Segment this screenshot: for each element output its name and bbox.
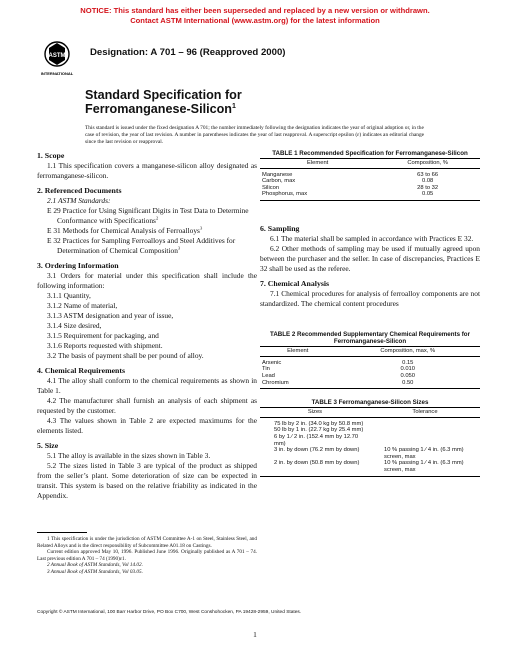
- table-header: Element: [260, 346, 336, 356]
- table-row: [260, 178, 480, 185]
- svg-text:ASTM: ASTM: [48, 53, 66, 59]
- ref-e31: E 31 Methods for Chemical Analysis of Ferroalloys: [47, 226, 200, 235]
- table-cell: 10 % passing 1 ⁄ 4 in. (6.3 mm) screen, max: [370, 460, 480, 476]
- notice-line-1: NOTICE: This standard has either been superseded and replaced by a new version or withdrawn.: [80, 6, 430, 15]
- footnote-3: 3 Annual Book of ASTM Standards, Vol 03.05.: [47, 568, 143, 575]
- title-footnote-ref: 1: [231, 102, 236, 110]
- table-cell: Carbon, max: [262, 178, 296, 185]
- table-cell: [370, 434, 480, 447]
- right-column: [260, 150, 480, 477]
- list-item: 3.1.3 ASTM designation and year of issue,: [47, 311, 174, 320]
- ref-e32-sup: 3: [177, 245, 181, 251]
- table-cell: 0.050: [400, 373, 416, 380]
- footnote-rule: [37, 532, 87, 533]
- para-4-1: 4.1 The alloy shall conform to the chemical requirements as shown in Table 1.: [37, 376, 257, 395]
- page-number: 1: [253, 630, 257, 639]
- table-3-caption: TABLE 3 Ferromanganese-Silicon Sizes: [311, 399, 429, 407]
- intro-note: This standard is issued under the fixed designation A 701; the number immediately following the designation indicates the year of original adoption or, in the case of revision, the year of last revision. A number in parentheses indicates the year of last reapproval. A superscript epsilon (ε) indicates an editorial change since the last revision or reapproval.: [85, 125, 425, 146]
- ref-e32: E 32 Practices for Sampling Ferroalloys and Steel Additives for Determination of Chemical Composition: [47, 236, 236, 255]
- table-cell: 28 to 32: [417, 184, 439, 191]
- table-2-caption: TABLE 2 Recommended Supplementary Chemical Requirements for Ferromanganese-Silicon: [270, 330, 470, 346]
- title-line-1: Standard Specification for: [85, 88, 242, 102]
- table-row: [260, 460, 480, 476]
- table-cell: [370, 427, 480, 434]
- section-7-heading: 7. Chemical Analysis: [260, 278, 330, 288]
- table-cell: 0.05: [375, 191, 480, 200]
- table-cell: 6 by 1 ⁄ 2 in. (152.4 mm by 12.70 mm): [274, 433, 359, 447]
- table-row: [260, 380, 480, 389]
- ref-e31-sup: 3: [199, 225, 203, 231]
- footnotes: [37, 532, 257, 576]
- para-5-1: 5.1 The alloy is available in the sizes shown in Table 3.: [47, 451, 211, 460]
- list-item: 3.1.1 Quantity,: [47, 291, 91, 300]
- table-row: [260, 434, 480, 447]
- section-5-heading: 5. Size: [37, 441, 59, 450]
- table-row: [260, 373, 480, 380]
- para-4-3: 4.3 The values shown in Table 2 are expected maximums for the elements listed.: [37, 416, 257, 435]
- copyright: Copyright © ASTM International, 100 Barr Harbor Drive, PO Box C700, West Conshohocken, PA 19428-2959, United States.: [37, 610, 302, 615]
- table-1: [260, 150, 480, 201]
- table-cell: 10 % passing 1 ⁄ 4 in. (6.3 mm) screen, max: [384, 447, 464, 460]
- supersession-notice: [0, 6, 510, 26]
- table-row: [260, 447, 480, 460]
- table-cell: 0.08: [422, 178, 434, 185]
- footnote-1b: Current edition approved May 10, 1996. Published June 1996. Originally published as A 701 – 74. Last previous edition A 701 – 74 (1990)ε1.: [37, 549, 257, 562]
- table-row: [260, 168, 480, 178]
- table-row: [260, 356, 480, 366]
- list-item: 3.1.4 Size desired,: [47, 321, 102, 330]
- table-row: [260, 185, 480, 192]
- section-3-heading: 3. Ordering Information: [37, 261, 119, 270]
- table-row: [260, 417, 480, 427]
- designation: Designation: A 701 – 96 (Reapproved 2000): [90, 47, 286, 58]
- para-3-2: 3.2 The basis of payment shall be per pound of alloy.: [47, 351, 204, 360]
- section-2-heading: 2. Referenced Documents: [37, 186, 122, 195]
- title-line-2: Ferromanganese-Silicon: [85, 102, 232, 116]
- table-3: [260, 399, 480, 476]
- para-2-1: 2.1 ASTM Standards:: [47, 196, 111, 205]
- left-column: [37, 150, 257, 501]
- table-cell: Tin: [262, 366, 270, 373]
- para-5-2: 5.2 The sizes listed in Table 3 are typical of the product as shipped from the seller’s plant. Some deterioration of size can be expected in transit. This system is based on the relative friability as indicated in the Appendix.: [37, 461, 257, 500]
- list-item: 3.1.5 Requirement for packaging, and: [47, 331, 159, 340]
- table-cell: [370, 417, 480, 427]
- table-header: Tolerance: [370, 407, 480, 417]
- table-cell: 50 lb by 1 in. (22.7 kg by 25.4 mm): [274, 427, 364, 434]
- section-4-heading: 4. Chemical Requirements: [37, 366, 125, 375]
- ref-e29-sup: 2: [155, 215, 159, 221]
- list-item: 3.1.2 Name of material,: [47, 301, 118, 310]
- table-cell: 0.010: [400, 366, 416, 373]
- table-header: Sizes: [260, 407, 370, 417]
- table-cell: Lead: [262, 373, 275, 380]
- table-cell: 2 in. by down (50.8 mm by down): [260, 460, 370, 476]
- section-1-heading: 1. Scope: [37, 151, 65, 160]
- para-6-1: 6.1 The material shall be sampled in accordance with Practices E 32.: [270, 233, 474, 243]
- footnote-2: 2 Annual Book of ASTM Standards, Vol 14.02.: [47, 562, 143, 569]
- notice-line-2: Contact ASTM International (www.astm.org) for the latest information: [130, 16, 380, 25]
- table-cell: 63 to 66: [417, 171, 439, 178]
- table-row: [260, 191, 480, 200]
- table-cell: 0.50: [336, 380, 480, 389]
- table-cell: Phosphorus, max: [260, 191, 375, 200]
- table-header: Composition, max, %: [336, 346, 480, 356]
- para-6-2: 6.2 Other methods of sampling may be used if mutually agreed upon between the purchaser and the seller. In case of discrepancies, Practices E 32 shall be used as the referee.: [260, 243, 480, 273]
- table-2: [260, 331, 480, 389]
- table-row: [260, 427, 480, 434]
- ref-e29: E 29 Practice for Using Significant Digits in Test Data to Determine Conformance with Specifications: [47, 206, 249, 225]
- table-row: [260, 366, 480, 373]
- table-cell: 75 lb by 2 in. (34.0 kg by 50.8 mm): [274, 420, 364, 427]
- page-title: [85, 88, 242, 116]
- para-3-1: 3.1 Orders for material under this specification shall include the following information:: [37, 271, 257, 290]
- para-7-1: 7.1 Chemical procedures for analysis of ferroalloy components are not standardized. The chemical content procedures: [260, 288, 480, 308]
- astm-logo: [40, 40, 74, 78]
- table-cell: Chromium: [260, 380, 336, 389]
- footnote-1: 1 This specification is under the jurisdiction of ASTM Committee A-1 on Steel, Stainless Steel, and Related Alloys and is the direct responsibility of Subcommittee A01.18 on Castings.: [37, 536, 257, 549]
- table-cell: 3 in. by down (76.2 mm by down): [274, 447, 360, 454]
- list-item: 3.1.6 Reports requested with shipment.: [47, 341, 163, 350]
- table-header: Element: [260, 158, 375, 168]
- table-cell: Arsenic: [262, 359, 282, 366]
- section-6-heading: 6. Sampling: [260, 223, 300, 233]
- para-1-1: 1.1 This specification covers a manganese-silicon alloy designated as ferromanganese-silicon.: [37, 161, 257, 180]
- table-header: Composition, %: [375, 158, 480, 168]
- table-cell: Silicon: [262, 184, 280, 191]
- para-4-2: 4.2 The manufacturer shall furnish an analysis of each shipment as requested by the customer.: [37, 396, 257, 415]
- table-cell: Manganese: [262, 171, 293, 178]
- logo-wordmark: INTERNATIONAL: [40, 71, 74, 76]
- table-1-caption: TABLE 1 Recommended Specification for Ferromanganese-Silicon: [272, 150, 468, 157]
- table-cell: 0.15: [402, 359, 414, 366]
